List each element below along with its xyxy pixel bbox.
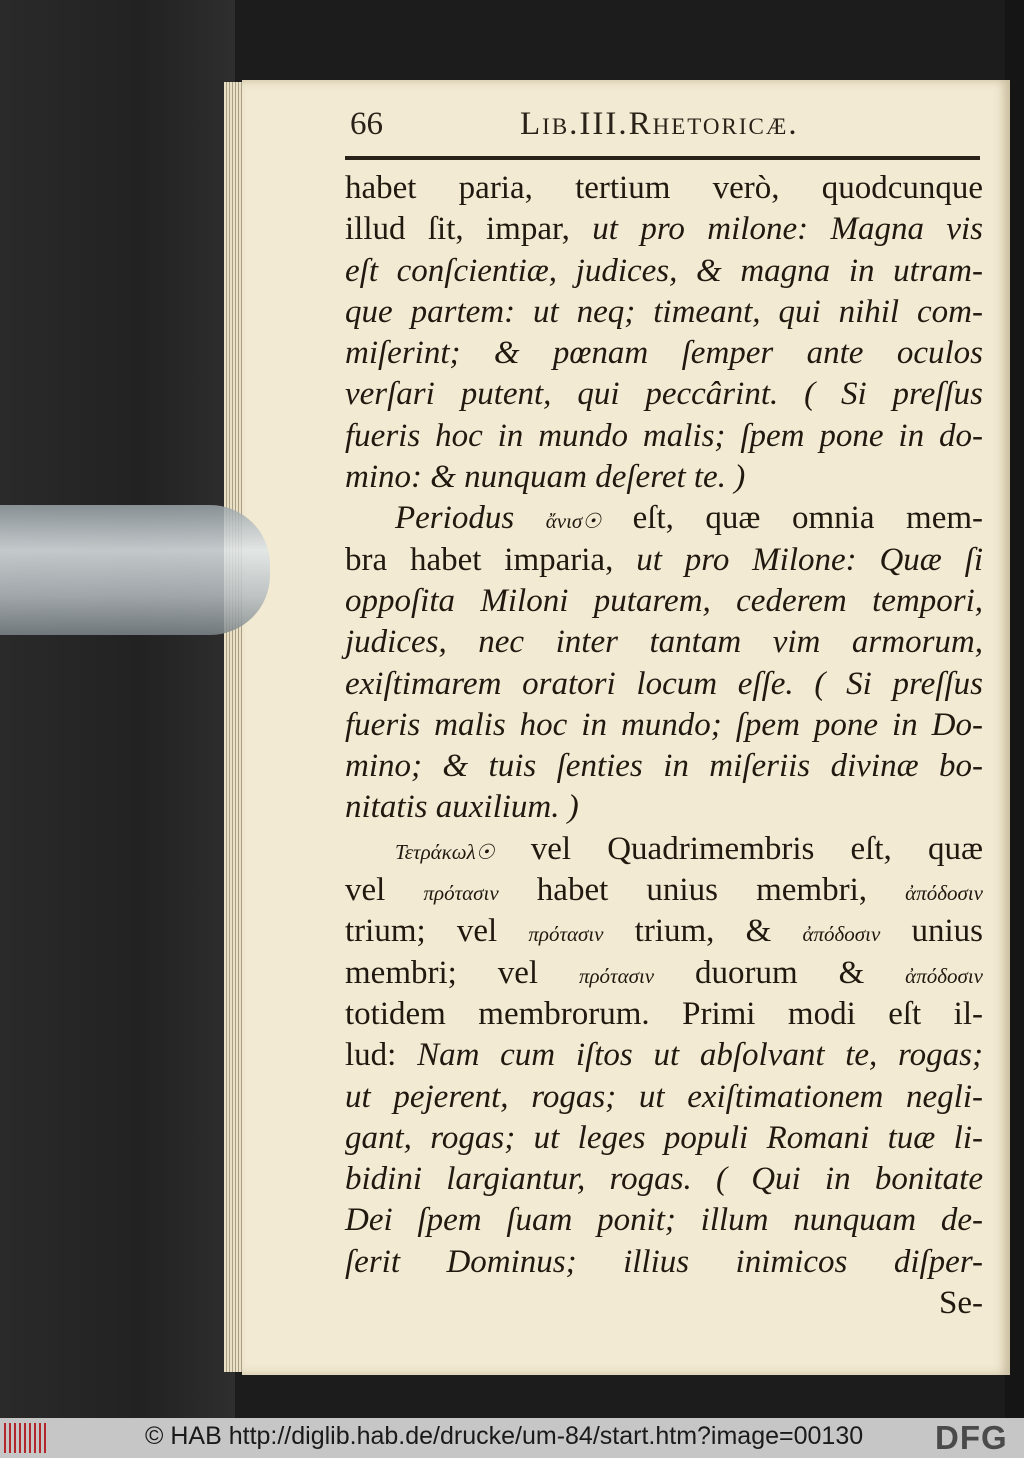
roman-text: habet unius membri, [498, 872, 906, 909]
roman-text: trium; vel [345, 913, 529, 950]
roman-text: membri; vel [345, 954, 579, 991]
roman-text: Se- [939, 1285, 983, 1322]
roman-text: lud: [345, 1037, 418, 1074]
italic-text: ut pro milone: Magna vis [592, 211, 983, 248]
text-line [345, 787, 983, 828]
italic-text: oppoſita Miloni putarem, cederem tempori, [345, 582, 983, 619]
text-line [345, 1242, 983, 1283]
text-line [345, 292, 983, 333]
text-line [345, 870, 983, 911]
italic-text: gant, rogas; ut leges populi Romani tuæ li- [345, 1119, 983, 1156]
roman-text: vel [345, 872, 424, 909]
italic-text: bidini largiantur, rogas. ( Qui in bonitate [345, 1161, 983, 1198]
italic-text: verſari putent, qui peccârint. ( Si preſſus [345, 376, 983, 413]
italic-text: Periodus [395, 500, 546, 537]
footer-bar [0, 1418, 1024, 1458]
italic-text: eſt conſcientiæ, judices, & magna in utram- [345, 252, 983, 289]
italic-text: Dei ſpem ſuam ponit; illum nunquam de- [345, 1202, 983, 1239]
page-number: 66 [350, 106, 383, 142]
roman-text: eſt, quæ omnia mem- [601, 500, 983, 537]
italic-text: fueris hoc in mundo malis; ſpem pone in do- [345, 417, 983, 454]
roman-text: trium, & [603, 913, 803, 950]
italic-text: judices, nec inter tantam vim armorum, [345, 624, 983, 661]
greek-term: πρότασιν [423, 881, 499, 906]
greek-term: ἄνισ☉ [545, 509, 602, 534]
greek-term: ἀπόδοσιν [802, 922, 881, 947]
roman-text: illud ſit, impar, [345, 211, 593, 248]
italic-text: exiſtimarem oratori locum eſſe. ( Si preſſus [345, 665, 983, 702]
text-line [345, 168, 983, 209]
roman-text: habet paria, tertium verò, quodcunque [345, 170, 983, 206]
greek-term: πρότασιν [578, 963, 655, 988]
italic-text: nitatis auxilium. ) [345, 789, 579, 826]
book-clamp [0, 505, 270, 635]
text-line [345, 498, 983, 539]
text-line [345, 416, 983, 457]
italic-text: mino: & nunquam deſeret te. ) [345, 459, 746, 496]
italic-text: ut pejerent, rogas; ut exiſtimationem negli- [345, 1078, 983, 1115]
text-line [345, 540, 983, 581]
text-line [345, 1200, 983, 1241]
roman-text: bra habet imparia, [345, 541, 637, 578]
text-line [345, 1035, 983, 1076]
roman-text: totidem membrorum. Primi modi eſt il- [345, 995, 983, 1032]
roman-text: vel Quadrimembris eſt, quæ [494, 830, 983, 867]
hab-logo-icon [4, 1423, 48, 1453]
text-line [345, 953, 983, 994]
text-line [345, 1159, 983, 1200]
italic-text: mino; & tuis ſenties in miſeriis divinæ bo- [345, 748, 983, 785]
greek-term: ἀπόδοσιν [905, 881, 983, 906]
italic-text: miſerint; & pœnam ſemper ante oculos [345, 335, 983, 372]
greek-term: ἀπόδοσιν [905, 963, 983, 988]
text-line [345, 829, 983, 870]
italic-text: que partem: ut neq; timeant, qui nihil com- [345, 293, 983, 330]
text-line [345, 664, 983, 705]
italic-text: fueris malis hoc in mundo; ſpem pone in Do- [345, 706, 983, 743]
text-line [345, 209, 983, 250]
scan-background [0, 0, 235, 1418]
text-line [345, 581, 983, 622]
greek-term: Τετράκωλ☉ [395, 839, 495, 864]
page-edges [224, 82, 244, 1372]
text-line [345, 374, 983, 415]
text-line [345, 1283, 983, 1324]
roman-text: unius [880, 913, 983, 950]
roman-text: duorum & [654, 954, 906, 991]
greek-term: πρότασιν [528, 922, 604, 947]
italic-text: ſerit Dominus; illius inimicos diſper- [345, 1243, 983, 1280]
text-line [345, 994, 983, 1035]
dfg-logo: DFG [935, 1419, 1008, 1456]
text-line [345, 746, 983, 787]
text-line [345, 705, 983, 746]
text-line [345, 622, 983, 663]
text-line [345, 1077, 983, 1118]
text-line [345, 1118, 983, 1159]
copyright-link[interactable]: © HAB http://diglib.hab.de/drucke/um-84/start.htm?image=00130 [145, 1422, 864, 1450]
header-rule [345, 156, 980, 160]
text-line [345, 251, 983, 292]
italic-text: Nam cum iſtos ut abſolvant te, rogas; [417, 1037, 983, 1074]
text-line [345, 333, 983, 374]
italic-text: ut pro Milone: Quæ ſi [636, 541, 983, 578]
page-text [345, 168, 983, 1324]
running-title: Lib.III.Rhetoricæ. [520, 106, 799, 142]
text-line [345, 911, 983, 952]
text-line [345, 457, 983, 498]
